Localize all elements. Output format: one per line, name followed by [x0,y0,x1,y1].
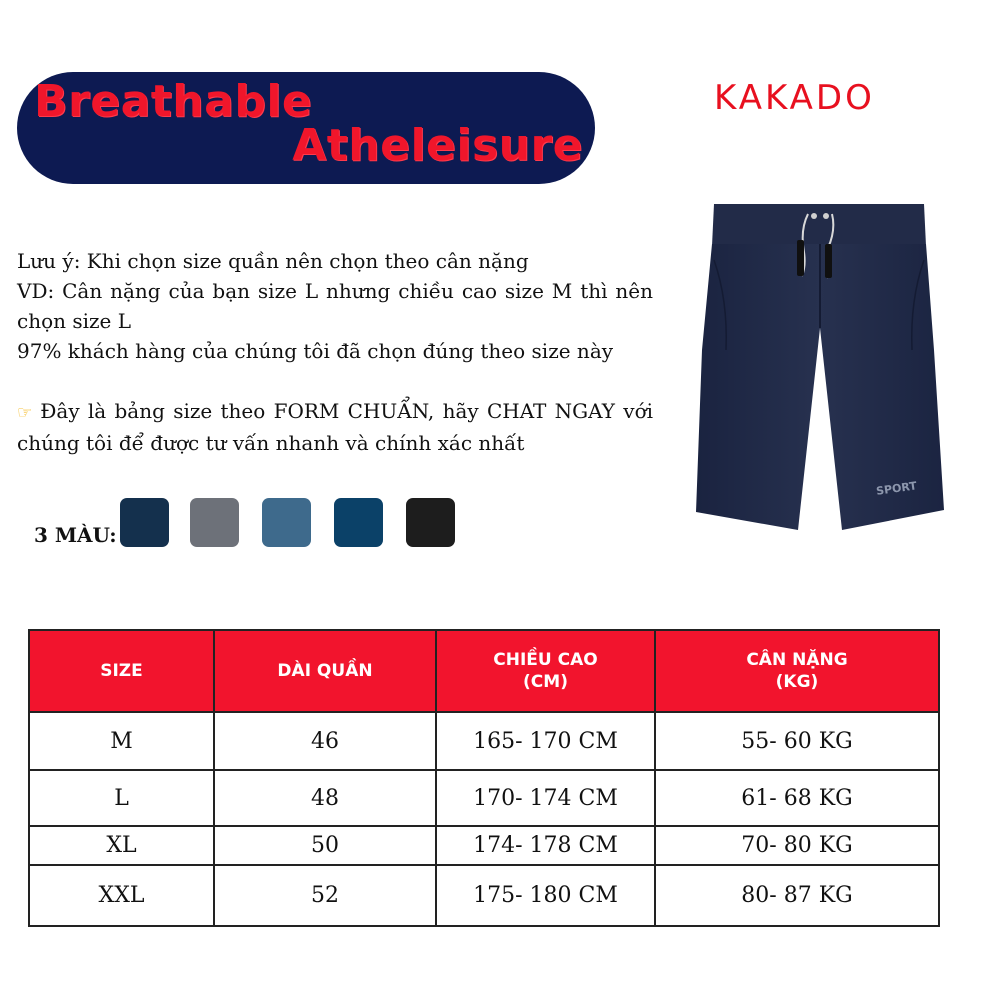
table-header-row [29,630,939,712]
headline-banner [17,72,595,184]
cell-size: M [29,712,214,770]
table-row [29,712,939,770]
color-swatch[interactable] [334,498,383,547]
table-row [29,865,939,926]
cell-size: XXL [29,865,214,926]
cell-height: 170- 174 CM [436,770,655,826]
sport-print: SPORT [875,479,918,498]
table-row [29,826,939,865]
size-table [28,629,940,927]
cell-weight: 70- 80 KG [655,826,939,865]
cell-weight: 61- 68 KG [655,770,939,826]
cell-height: 174- 178 CM [436,826,655,865]
headline-line-1: Breathable [34,76,313,127]
headline-line-2: Atheleisure [292,120,583,171]
header-weight: CÂN NẶNG (KG) [655,630,939,712]
drawstring-tip [797,240,804,276]
table-row [29,770,939,826]
cell-size: XL [29,826,214,865]
note-line: VD: Cân nặng của bạn size L nhưng chiều cao size M thì nên chọn size L [17,279,653,333]
cell-weight: 55- 60 KG [655,712,939,770]
cell-length: 52 [214,865,436,926]
shorts-product-image [692,200,947,535]
pointing-hand-icon: ☞ [17,403,33,423]
cell-size: L [29,770,214,826]
note-line-chat [17,396,653,458]
shorts-waistband [712,204,926,246]
cell-length: 46 [214,712,436,770]
drawstring-tip [825,244,832,278]
spacer [17,366,653,396]
header-height: CHIỀU CAO (CM) [436,630,655,712]
colors-label: 3 MÀU: [34,523,117,547]
cell-length: 48 [214,770,436,826]
note-chat-text: Đây là bảng size theo FORM CHUẨN, hãy CHAT NGAY với chúng tôi để được tư vấn nhanh và chính xác nhất [17,399,653,455]
size-notes [17,246,653,458]
color-swatch[interactable] [262,498,311,547]
header-length: DÀI QUẦN [214,630,436,712]
note-line: 97% khách hàng của chúng tôi đã chọn đúng theo size này [17,339,614,363]
note-line: Lưu ý: Khi chọn size quần nên chọn theo cân nặng [17,249,529,273]
cell-weight: 80- 87 KG [655,865,939,926]
color-swatch[interactable] [120,498,169,547]
color-swatch[interactable] [406,498,455,547]
header-size: SIZE [29,630,214,712]
cell-length: 50 [214,826,436,865]
brand-logo: KAKADO [714,78,875,118]
color-swatch[interactable] [190,498,239,547]
cell-height: 175- 180 CM [436,865,655,926]
cell-height: 165- 170 CM [436,712,655,770]
